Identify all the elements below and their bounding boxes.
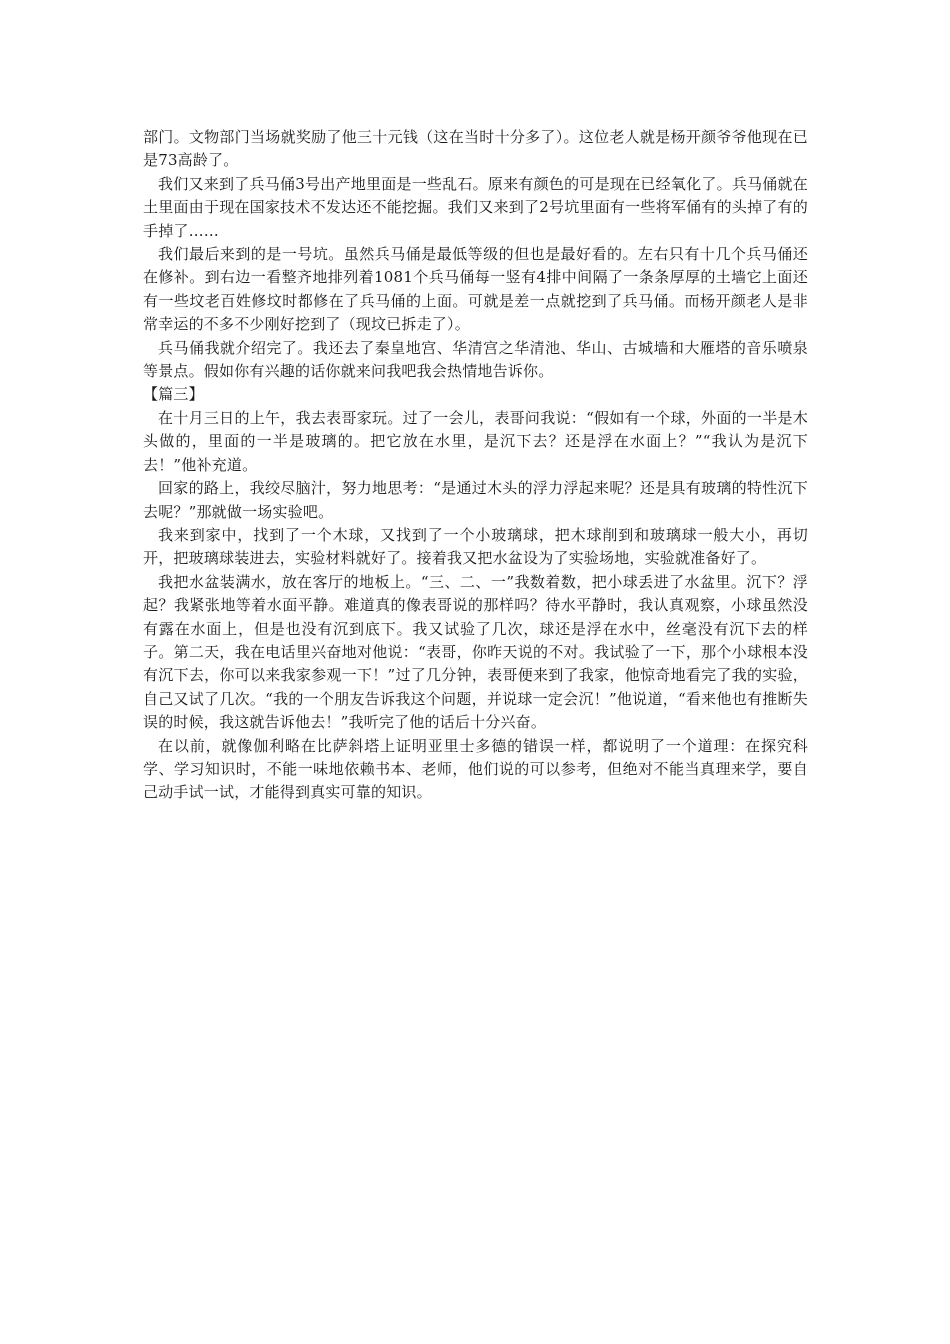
section-paragraph-3: 我来到家中，找到了一个木球，又找到了一个小玻璃球，把木球削到和玻璃球一般大小，再切开，把玻璃球装进去，实验材料就好了。接着我又把水盆设为了实验场地，实验就准备好了。	[143, 525, 808, 568]
paragraph-3: 我们最后来到的是一号坑。虽然兵马俑是最低等级的但也是最好看的。左右只有十几个兵马俑还在修补。到右边一看整齐地排列着1081个兵马俑每一竖有4排中间隔了一条条厚厚的土墙它上面还有一些坟老百姓修坟时都修在了兵马俑的上面。可就是差一点就挖到了兵马俑。而杨开颜老人是非常幸运的不多不少刚好挖到了（现坟已拆走了）。	[143, 245, 808, 334]
paragraph-1: 部门。文物部门当场就奖励了他三十元钱（这在当时十分多了）。这位老人就是杨开颜爷爷他现在已是73高龄了。	[143, 128, 808, 170]
document-body	[143, 126, 808, 805]
section-paragraph-5: 在以前，就像伽利略在比萨斜塔上证明亚里士多德的错误一样，都说明了一个道理：在探究科学、学习知识时，不能一味地依赖书本、老师，他们说的可以参考，但绝对不能当真理来学，要自己动手试一试，才能得到真实可靠的知识。	[143, 736, 808, 802]
paragraph-4: 兵马俑我就介绍完了。我还去了秦皇地宫、华清宫之华清池、华山、古城墙和大雁塔的音乐喷泉等景点。假如你有兴趣的话你就来问我吧我会热情地告诉你。	[143, 338, 808, 381]
paragraph-2: 我们又来到了兵马俑3号出产地里面是一些乱石。原来有颜色的可是现在已经氧化了。兵马俑就在土里面由于现在国家技术不发达还不能挖掘。我们又来到了2号坑里面有一些将军俑有的头掉了有的手掉了……	[143, 174, 808, 240]
section-paragraph-2: 回家的路上，我绞尽脑汁，努力地思考：“是通过木头的浮力浮起来呢？还是具有玻璃的特性沉下去呢？”那就做一场实验吧。	[143, 479, 808, 521]
section-paragraph-4: 我把水盆装满水，放在客厅的地板上。“三、二、一”我数着数，把小球丢进了水盆里。沉下？浮起？我紧张地等着水面平静。难道真的像表哥说的那样吗？待水平静时，我认真观察，小球虽然没有露在水面上，但是也没有沉到底下。我又试验了几次，球还是浮在水中，丝毫没有沉下去的样子。第二天，我在电话里兴奋地对他说：“表哥，你昨天说的不对。我试验了一下，那个小球根本没有沉下去，你可以来我家参观一下！”过了几分钟，表哥便来到了我家，他惊奇地看完了我的实验，自己又试了几次。“我的一个朋友告诉我这个问题，并说球一定会沉！”他说道，“看来他也有推断失误的时候，我这就告诉他去！”我听完了他的话后十分兴奋。	[143, 572, 808, 732]
section-paragraph-1: 在十月三日的上午，我去表哥家玩。过了一会儿，表哥问我说：“假如有一个球，外面的一半是木头做的，里面的一半是玻璃的。把它放在水里，是沉下去？还是浮在水面上？”“我认为是沉下去！”他补充道。	[143, 408, 808, 474]
section-heading: 【篇三】	[143, 385, 204, 404]
